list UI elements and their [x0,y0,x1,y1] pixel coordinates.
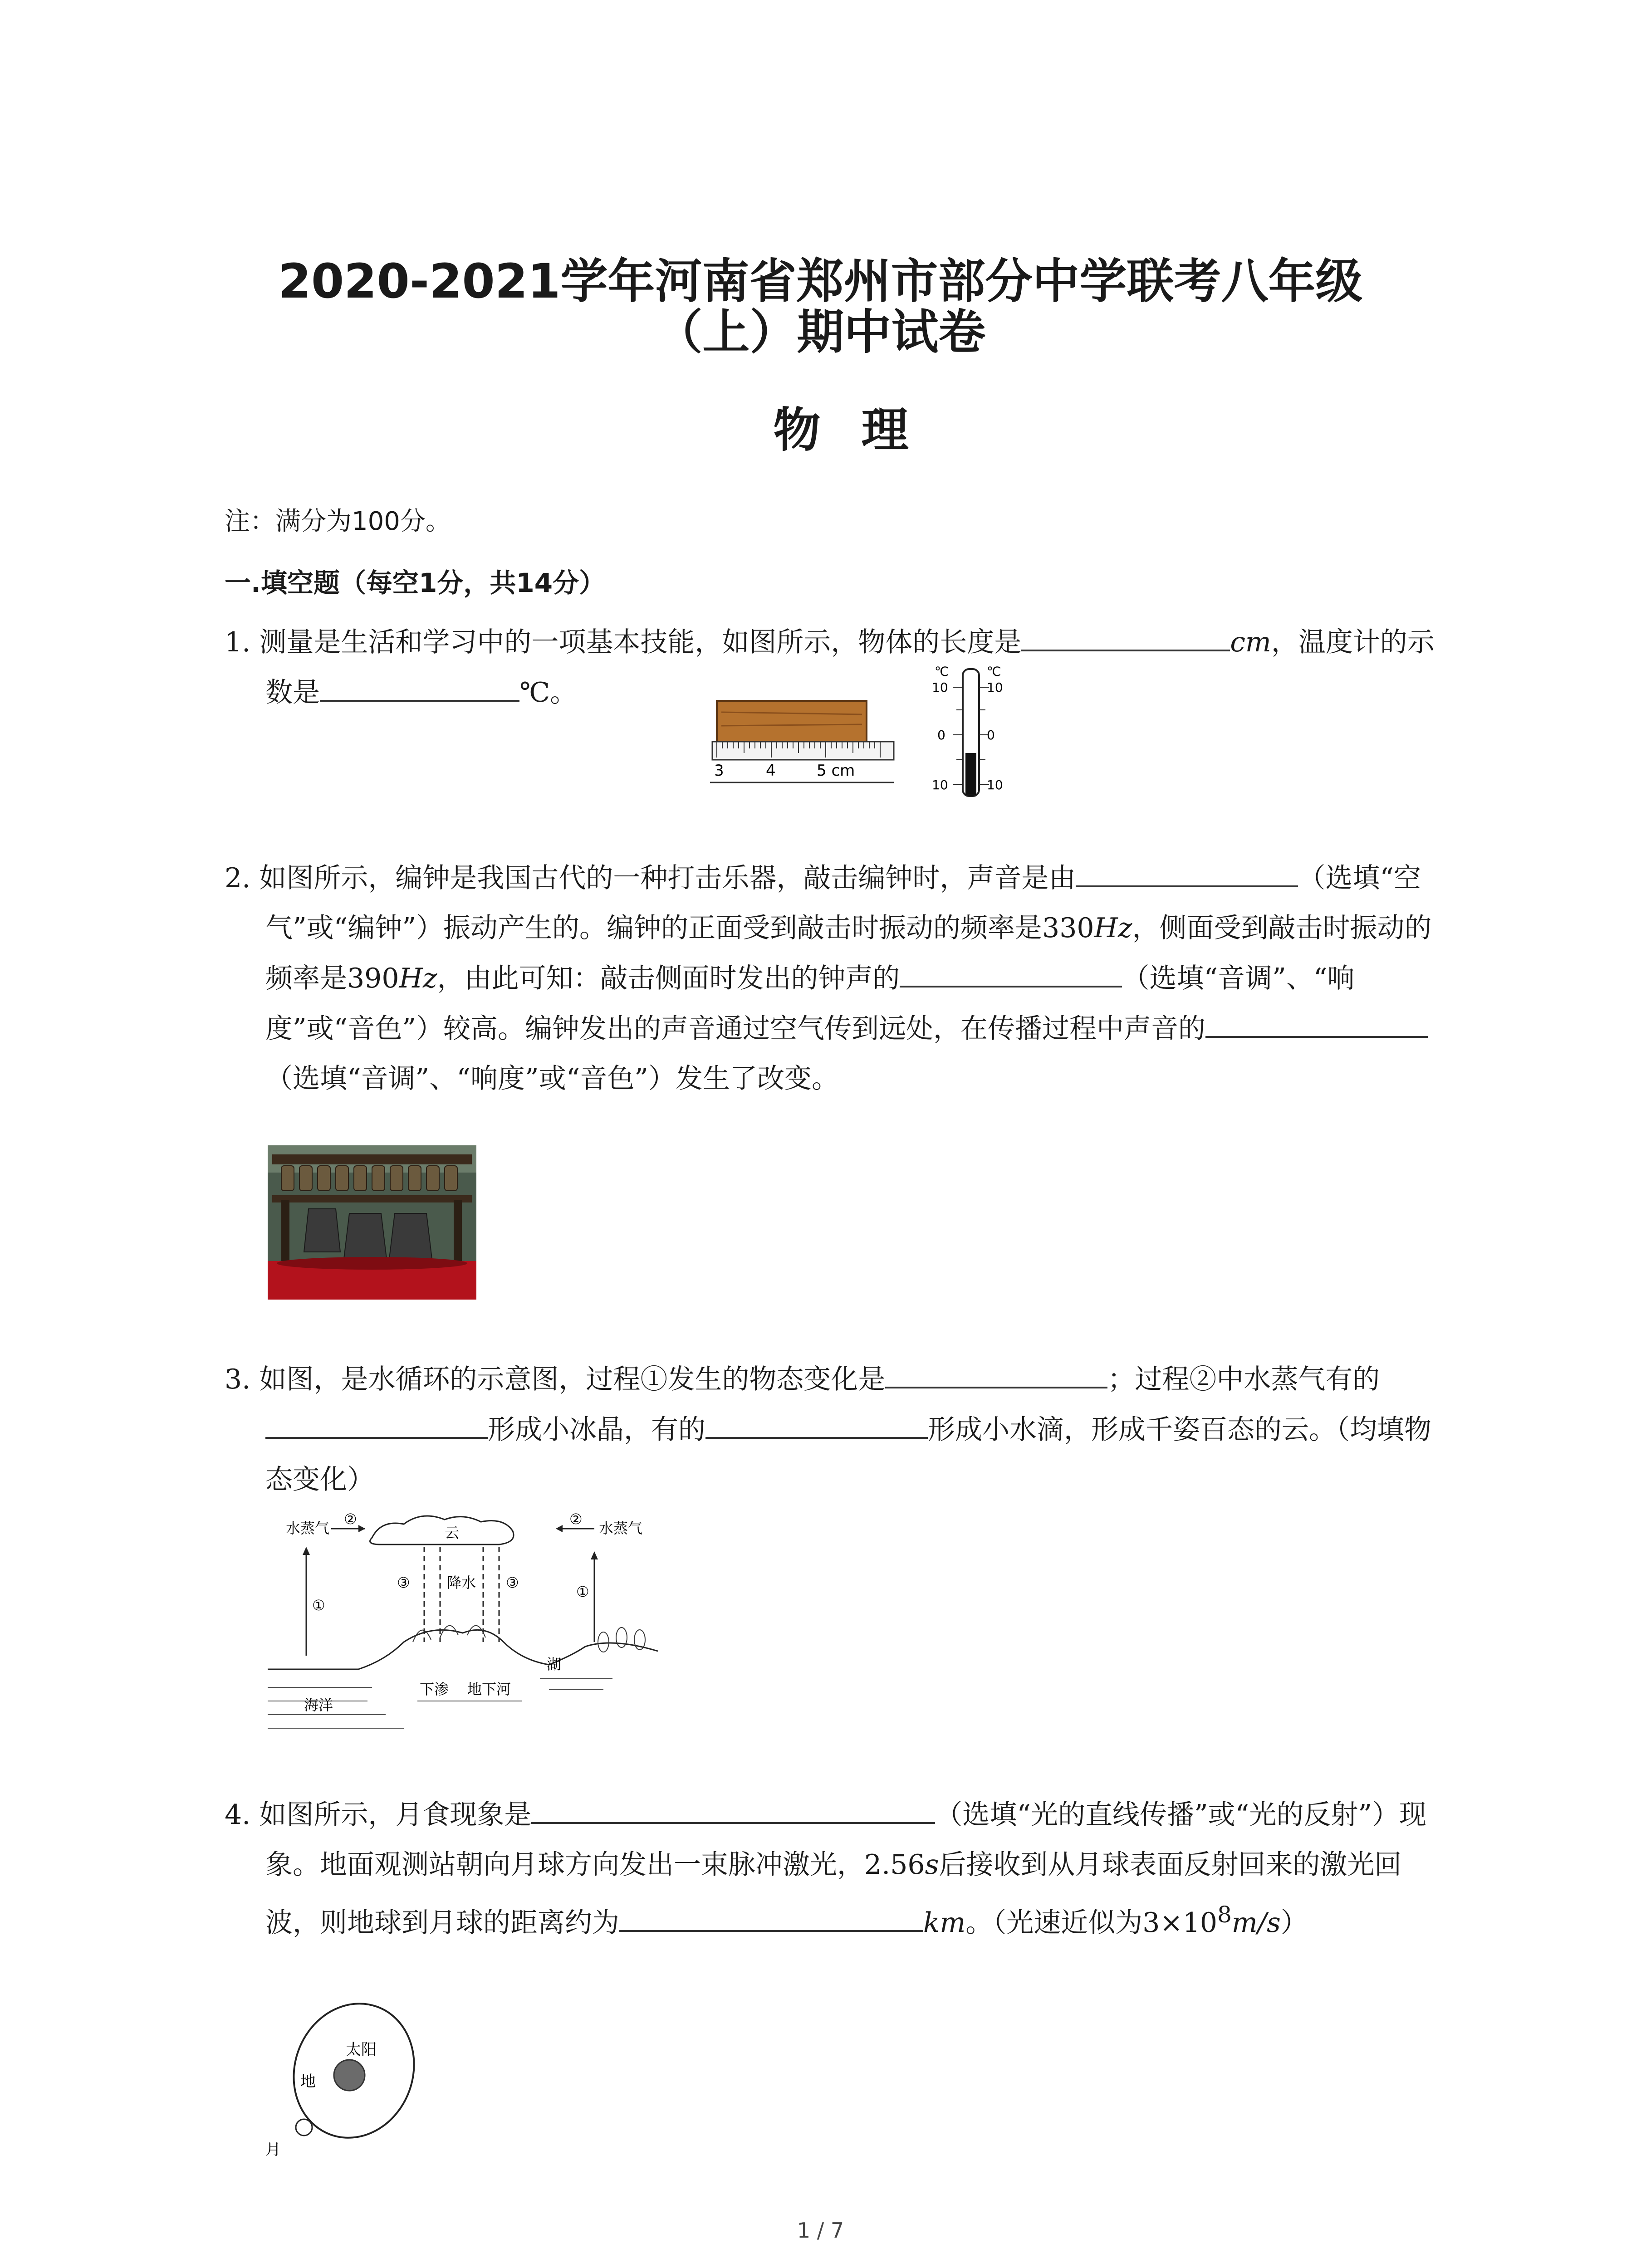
answer-blank[interactable] [531,1789,935,1824]
section-heading: 一.填空题（每空1分，共14分） [225,567,606,598]
ruler-figure [708,692,898,787]
process-3-right: ③ [506,1574,519,1591]
answer-blank[interactable] [900,953,1122,987]
lake-label: 湖 [547,1656,562,1673]
subject-title: 物理 [773,402,950,458]
process-1-left: ① [312,1597,325,1614]
thermo-unit-right: ℃ [987,664,1001,679]
svg-text:0: 0 [987,728,995,743]
vapor-right-label: 水蒸气 [599,1520,643,1537]
cloud [370,1516,514,1545]
process-1-right: ① [576,1583,589,1600]
large-bells [304,1209,432,1259]
vapor-left-label: 水蒸气 [286,1520,330,1537]
thermometer-figure [926,662,1016,798]
bell-frame-beam [272,1154,472,1164]
seep-label: 下渗 [420,1681,449,1698]
question-2: 2. 如图所示，编钟是我国古代的一种打击乐器，敲击编钟时，声音是由 （选填“空气”或“编钟”）振动产生的。编钟的正面受到敲击时振动的频率是330Hz，侧面受到敲击时振动的频率是390Hz，由此可知：敲击侧面时发出的钟声的 （选填“音调”、“响度”或“音色”）较高。编钟发出的声音通过空气传到远处，在传播过程中声音的（选填“音调”、“响度”或“音色”）发生了改变。 [225,853,1445,1104]
wood-block [717,701,867,742]
rain-label: 降水 [447,1574,476,1591]
answer-blank[interactable] [705,1404,928,1439]
answer-blank[interactable] [1180,853,1298,887]
answer-blank[interactable] [1205,1003,1428,1038]
rain-lines [424,1547,499,1642]
process-2-right: ② [569,1510,583,1528]
moon-circle [296,2119,312,2136]
page-number: 1 / 7 [797,2218,844,2243]
title-line-2: （上）期中试卷 [655,304,986,360]
thermo-label-bottom: 10 [932,777,948,792]
answer-blank[interactable] [320,667,519,702]
earth-label: 地 [300,2072,316,2091]
sun-label: 太阳 [346,2041,377,2059]
answer-blank[interactable] [1021,617,1230,651]
svg-text:10: 10 [987,680,1003,695]
process-3-left: ③ [397,1574,410,1591]
ruler-tick-label: 4 [766,762,776,780]
bianzhong-photo [268,1145,476,1300]
lunar-eclipse-diagram [259,1996,440,2168]
ruler-tick-label: 3 [714,762,724,780]
water-cycle-diagram [268,1506,667,1742]
title-line-1: 2020-2021学年河南省郑州市部分中学联考八年级 [278,254,1363,309]
process-2-left: ② [344,1510,357,1528]
thermo-label-zero: 0 [937,728,945,743]
moon-label: 月 [265,2141,281,2159]
sun-circle [334,2060,365,2091]
ruler-tick-label: 5 cm [817,762,855,780]
question-4: 4. 如图所示，月食现象是 （选填“光的直线传播”或“光的反射”）现象。地面观测站朝向月球方向发出一束脉冲激光，2.56s后接收到从月球表面反射回来的激光回波，则地球到月球的距离约为 km。（光速近似为$3\times 10^8m/s$） [225,1789,1445,1948]
river-label: 地下河 [467,1681,511,1698]
ruler-body [712,742,894,760]
question-1: 1. 测量是生活和学习中的一项基本技能，如图所示，物体的长度是 cm，温度计的示数是 ℃。 [225,617,1445,718]
ocean-label: 海洋 [304,1696,333,1714]
answer-blank[interactable] [885,1354,1107,1388]
thermo-label-top: 10 [932,680,948,695]
svg-text:10: 10 [987,777,1003,792]
answer-blank[interactable] [1076,853,1180,887]
answer-blank[interactable] [619,1897,923,1932]
thermo-liquid [965,753,976,795]
question-3: 3. 如图，是水循环的示意图，过程①发生的物态变化是 ；过程②中水蒸气有的形成小冰晶，有的 形成小水滴，形成千姿百态的云。（均填物态变化） [225,1354,1445,1505]
cloud-label: 云 [445,1524,460,1541]
answer-blank[interactable] [265,1404,488,1439]
thermo-unit-left: ℃ [935,664,949,679]
score-note: 注：满分为100分。 [225,507,451,536]
